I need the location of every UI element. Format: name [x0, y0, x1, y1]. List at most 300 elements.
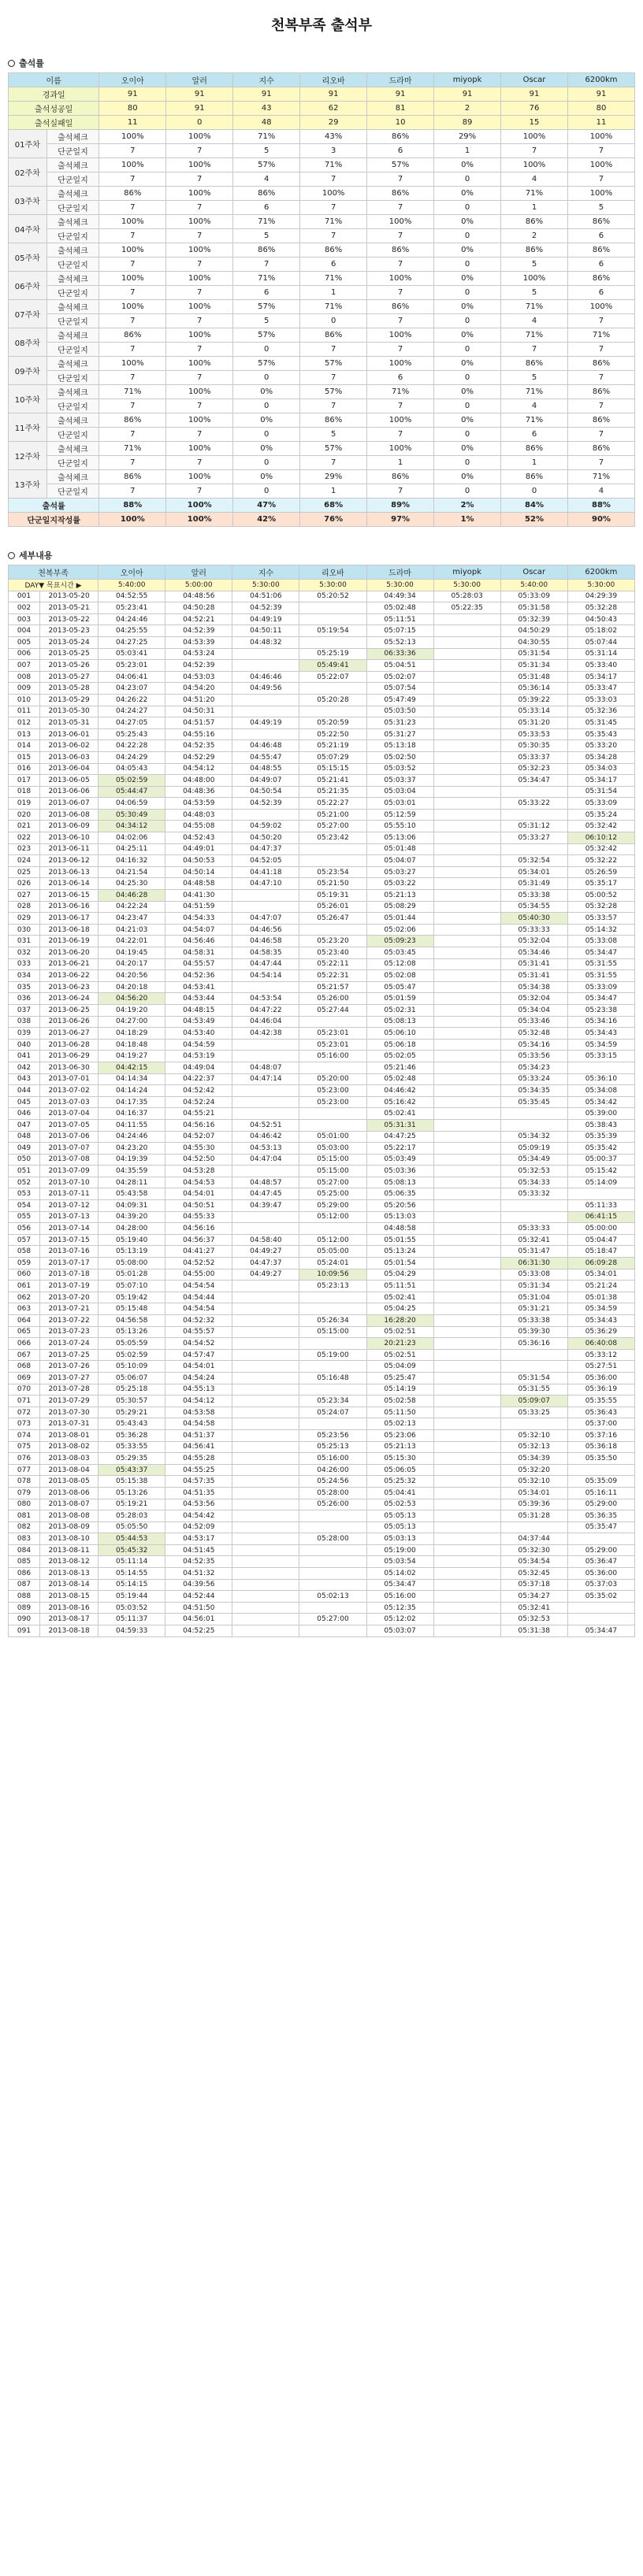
time-cell [433, 947, 500, 959]
journal-count: 7 [567, 172, 634, 187]
detail-row [9, 1476, 635, 1488]
time-cell: 04:48:57 [232, 1177, 299, 1188]
summary-value: 1% [434, 513, 501, 527]
time-cell: 04:50:11 [232, 625, 299, 637]
time-cell [567, 1602, 634, 1614]
check-label: 출석체크 [46, 300, 99, 314]
time-cell: 05:26:59 [567, 866, 634, 878]
time-cell [433, 1326, 500, 1338]
time-cell: 05:35:43 [567, 728, 634, 740]
date-cell: 2013-06-19 [40, 936, 98, 947]
time-cell [433, 1269, 500, 1281]
detail-row [9, 1487, 635, 1499]
week-label: 02주차 [9, 158, 47, 187]
detail-row [9, 1188, 635, 1200]
time-cell: 04:46:46 [232, 671, 299, 683]
time-cell: 04:55:33 [165, 1211, 232, 1223]
time-cell: 04:53:17 [165, 1533, 232, 1545]
time-cell: 04:51:35 [165, 1487, 232, 1499]
check-rate: 100% [166, 158, 233, 172]
journal-count: 7 [166, 343, 233, 357]
time-cell: 04:52:52 [165, 1258, 232, 1269]
journal-count: 6 [567, 258, 634, 272]
time-cell: 04:54:01 [165, 1361, 232, 1373]
time-cell: 04:47:45 [232, 1188, 299, 1200]
date-cell: 2013-06-21 [40, 958, 98, 970]
week-check-row [9, 442, 635, 456]
time-cell: 05:37:16 [567, 1429, 634, 1441]
time-cell: 05:19:00 [366, 1544, 433, 1556]
check-rate: 100% [501, 158, 568, 172]
date-cell: 2013-05-27 [40, 671, 98, 683]
time-cell: 05:33:56 [500, 1051, 567, 1062]
time-cell [299, 1568, 366, 1580]
time-cell [433, 993, 500, 1005]
check-rate: 86% [501, 470, 568, 484]
time-cell [232, 1085, 299, 1097]
time-cell [433, 1246, 500, 1258]
time-cell [433, 1591, 500, 1603]
journal-count: 7 [367, 399, 434, 413]
time-cell: 05:39:30 [500, 1326, 567, 1338]
detail-row [9, 1349, 635, 1361]
detail-row [9, 809, 635, 821]
time-cell [232, 1361, 299, 1373]
time-cell: 05:06:10 [366, 1028, 433, 1040]
time-cell: 05:19:42 [98, 1292, 165, 1303]
time-cell: 05:05:13 [366, 1510, 433, 1522]
time-cell: 05:36:35 [567, 1510, 634, 1522]
time-cell: 05:32:53 [500, 1614, 567, 1625]
check-rate: 100% [567, 158, 634, 172]
time-cell [433, 717, 500, 729]
time-cell [299, 1338, 366, 1350]
column-header: 리오바 [300, 73, 367, 87]
time-cell: 05:23:56 [299, 1429, 366, 1441]
time-cell: 04:56:01 [165, 1614, 232, 1625]
time-cell: 04:47:04 [232, 1154, 299, 1166]
time-cell: 04:49:27 [232, 1269, 299, 1281]
check-rate: 57% [233, 158, 300, 172]
check-rate: 0% [434, 272, 501, 286]
time-cell: 04:56:41 [165, 1441, 232, 1453]
time-cell: 04:55:16 [165, 728, 232, 740]
time-cell: 05:31:04 [500, 1292, 567, 1303]
time-cell: 05:32:39 [500, 613, 567, 625]
detail-row [9, 1004, 635, 1016]
column-header: 오이아 [99, 73, 166, 87]
check-rate: 86% [99, 187, 166, 201]
time-cell: 10:09:56 [299, 1269, 366, 1281]
time-cell [232, 1166, 299, 1177]
journal-count: 7 [300, 399, 367, 413]
check-rate: 100% [166, 470, 233, 484]
check-rate: 29% [300, 470, 367, 484]
attendance-rate-row [9, 499, 635, 513]
time-cell [232, 706, 299, 717]
column-header: miyopk [433, 565, 500, 580]
time-cell: 04:09:31 [98, 1200, 165, 1212]
day-number: 003 [9, 613, 40, 625]
date-cell: 2013-07-15 [40, 1234, 98, 1246]
time-cell: 04:53:19 [165, 1051, 232, 1062]
date-cell: 2013-05-20 [40, 591, 98, 602]
time-cell [232, 694, 299, 706]
journal-count: 7 [567, 314, 634, 328]
time-cell: 04:20:17 [98, 958, 165, 970]
time-cell: 05:35:02 [567, 1591, 634, 1603]
journal-count: 0 [434, 314, 501, 328]
time-cell: 04:39:47 [232, 1200, 299, 1212]
week-label: 09주차 [9, 357, 47, 385]
detail-row [9, 866, 635, 878]
check-rate: 71% [300, 272, 367, 286]
day-number: 082 [9, 1522, 40, 1533]
date-cell: 2013-08-03 [40, 1453, 98, 1465]
time-cell: 05:36:19 [567, 1384, 634, 1395]
journal-count: 7 [300, 371, 367, 385]
summary-value: 76% [300, 513, 367, 527]
check-rate: 86% [567, 413, 634, 428]
time-cell [433, 728, 500, 740]
time-cell: 05:36:00 [567, 1568, 634, 1580]
date-cell: 2013-06-22 [40, 970, 98, 982]
date-cell: 2013-08-06 [40, 1487, 98, 1499]
journal-count: 7 [99, 371, 166, 385]
time-cell: 04:52:39 [165, 625, 232, 637]
detail-row [9, 1568, 635, 1580]
time-cell: 05:32:10 [500, 1429, 567, 1441]
meta-value: 91 [233, 87, 300, 102]
target-time: 5:30:00 [433, 580, 500, 591]
time-cell: 05:39:22 [500, 694, 567, 706]
time-cell: 20:21:23 [366, 1338, 433, 1350]
summary-value: 100% [166, 499, 233, 513]
date-cell: 2013-06-26 [40, 1016, 98, 1028]
time-cell: 05:28:00 [299, 1533, 366, 1545]
time-cell: 05:32:10 [500, 1476, 567, 1488]
journal-count: 7 [166, 172, 233, 187]
time-cell [299, 1223, 366, 1235]
detail-row [9, 613, 635, 625]
time-cell: 05:03:37 [366, 775, 433, 787]
time-cell [433, 1556, 500, 1568]
time-cell: 05:32:13 [500, 1441, 567, 1453]
detail-row [9, 1384, 635, 1395]
detail-row [9, 843, 635, 855]
time-cell: 06:31:30 [500, 1258, 567, 1269]
time-cell: 04:26:00 [299, 1464, 366, 1476]
time-cell: 05:37:00 [567, 1418, 634, 1430]
detail-row [9, 1510, 635, 1522]
time-cell: 04:54:07 [165, 924, 232, 936]
time-cell: 05:00:52 [567, 890, 634, 902]
journal-label: 단군일지 [46, 229, 99, 243]
time-cell: 05:34:43 [567, 1028, 634, 1040]
time-cell: 05:05:13 [366, 1522, 433, 1533]
journal-count: 7 [300, 201, 367, 215]
time-cell [299, 1579, 366, 1591]
week-check-row [9, 300, 635, 314]
time-cell: 05:33:09 [567, 981, 634, 993]
detail-row [9, 1051, 635, 1062]
time-cell: 05:21:00 [299, 809, 366, 821]
date-cell: 2013-06-06 [40, 786, 98, 798]
week-journal-row [9, 343, 635, 357]
journal-count: 7 [367, 286, 434, 300]
check-rate: 100% [99, 243, 166, 258]
day-number: 053 [9, 1188, 40, 1200]
time-cell: 05:15:00 [299, 1166, 366, 1177]
date-cell: 2013-07-11 [40, 1188, 98, 1200]
time-cell: 04:55:13 [165, 1384, 232, 1395]
check-rate: 0% [434, 158, 501, 172]
date-cell: 2013-06-28 [40, 1039, 98, 1051]
date-cell: 2013-08-13 [40, 1568, 98, 1580]
meta-value: 11 [567, 116, 634, 130]
check-rate: 100% [567, 130, 634, 144]
check-label: 출석체크 [46, 187, 99, 201]
day-number: 086 [9, 1568, 40, 1580]
time-cell [232, 1464, 299, 1476]
journal-count: 7 [166, 286, 233, 300]
time-cell: 04:51:20 [165, 694, 232, 706]
time-cell: 05:33:32 [500, 1188, 567, 1200]
time-cell: 04:52:07 [165, 1131, 232, 1143]
time-cell: 05:08:29 [366, 901, 433, 913]
time-cell [433, 1407, 500, 1418]
journal-count: 0 [434, 201, 501, 215]
check-rate: 57% [233, 300, 300, 314]
time-cell: 05:13:26 [98, 1326, 165, 1338]
detail-row [9, 1269, 635, 1281]
time-cell: 04:53:49 [165, 1016, 232, 1028]
time-cell [232, 890, 299, 902]
time-cell: 04:54:54 [165, 1303, 232, 1315]
time-cell: 05:34:59 [567, 1303, 634, 1315]
time-cell [433, 1119, 500, 1131]
time-cell [299, 1625, 366, 1637]
check-rate: 100% [166, 215, 233, 229]
time-cell: 04:48:36 [165, 786, 232, 798]
time-cell: 04:14:34 [98, 1073, 165, 1085]
time-cell: 05:24:01 [299, 1258, 366, 1269]
time-cell: 05:09:07 [500, 1395, 567, 1407]
time-cell: 04:37:44 [500, 1533, 567, 1545]
check-rate: 100% [99, 130, 166, 144]
time-cell: 06:10:12 [567, 832, 634, 844]
detail-row [9, 1533, 635, 1545]
time-cell: 05:07:15 [366, 625, 433, 637]
day-number: 016 [9, 763, 40, 775]
time-cell: 05:35:39 [567, 1131, 634, 1143]
week-journal-row [9, 258, 635, 272]
time-cell: 05:04:25 [366, 1303, 433, 1315]
time-cell: 05:22:17 [366, 1143, 433, 1155]
time-cell: 04:21:54 [98, 866, 165, 878]
day-number: 077 [9, 1464, 40, 1476]
journal-count: 0 [434, 484, 501, 499]
journal-count: 5 [233, 229, 300, 243]
column-header: 드라마 [367, 73, 434, 87]
time-cell: 05:34:59 [567, 1039, 634, 1051]
journal-count: 7 [166, 314, 233, 328]
time-cell: 05:25:13 [299, 1441, 366, 1453]
time-cell: 04:56:46 [165, 936, 232, 947]
time-cell [433, 1453, 500, 1465]
time-cell: 05:26:47 [299, 913, 366, 925]
time-cell [232, 1395, 299, 1407]
time-cell: 05:11:51 [366, 613, 433, 625]
date-cell: 2013-08-10 [40, 1533, 98, 1545]
time-cell [299, 1384, 366, 1395]
time-cell: 04:47:14 [232, 1073, 299, 1085]
meta-row [9, 87, 635, 102]
time-cell: 05:20:52 [299, 591, 366, 602]
day-number: 088 [9, 1591, 40, 1603]
time-cell: 04:42:15 [98, 1062, 165, 1073]
time-cell: 05:29:00 [567, 1544, 634, 1556]
day-number: 068 [9, 1361, 40, 1373]
time-cell: 04:56:20 [98, 993, 165, 1005]
time-cell: 05:02:41 [366, 1292, 433, 1303]
day-number: 043 [9, 1073, 40, 1085]
time-cell [433, 1384, 500, 1395]
date-cell: 2013-07-06 [40, 1131, 98, 1143]
time-cell [232, 1211, 299, 1223]
day-number: 074 [9, 1429, 40, 1441]
time-cell: 04:48:58 [165, 878, 232, 890]
time-cell: 05:36:28 [98, 1429, 165, 1441]
detail-row [9, 832, 635, 844]
day-number: 004 [9, 625, 40, 637]
time-cell: 05:23:20 [299, 936, 366, 947]
day-number: 014 [9, 740, 40, 752]
time-cell: 05:16:00 [299, 1051, 366, 1062]
date-cell: 2013-06-20 [40, 947, 98, 959]
time-cell: 04:24:29 [98, 751, 165, 763]
time-cell: 05:31:55 [567, 958, 634, 970]
time-cell: 04:06:59 [98, 798, 165, 810]
check-rate: 86% [300, 413, 367, 428]
date-cell: 2013-08-08 [40, 1510, 98, 1522]
time-cell: 04:49:34 [366, 591, 433, 602]
time-cell: 05:06:05 [366, 1464, 433, 1476]
time-cell: 05:33:40 [567, 660, 634, 672]
journal-label: 단군일지 [46, 201, 99, 215]
detail-row [9, 1039, 635, 1051]
time-cell: 05:21:35 [299, 786, 366, 798]
date-cell: 2013-07-30 [40, 1407, 98, 1418]
time-cell: 04:54:12 [165, 763, 232, 775]
journal-count: 0 [434, 371, 501, 385]
time-cell: 05:01:44 [366, 913, 433, 925]
date-cell: 2013-07-16 [40, 1246, 98, 1258]
time-cell: 05:31:31 [366, 1119, 433, 1131]
time-cell: 04:52:35 [165, 740, 232, 752]
time-cell: 05:02:48 [366, 602, 433, 614]
date-cell: 2013-06-17 [40, 913, 98, 925]
time-cell [232, 809, 299, 821]
time-cell [433, 1487, 500, 1499]
meta-label: 출석성공일 [9, 102, 99, 116]
time-cell: 05:36:00 [567, 1372, 634, 1384]
time-cell [232, 660, 299, 672]
detail-row [9, 821, 635, 832]
time-cell: 04:34:12 [98, 821, 165, 832]
week-journal-row [9, 399, 635, 413]
meta-value: 91 [567, 87, 634, 102]
time-cell: 05:21:50 [299, 878, 366, 890]
week-check-row [9, 243, 635, 258]
column-header: 알러 [165, 565, 232, 580]
check-rate: 100% [166, 442, 233, 456]
time-cell: 04:41:30 [165, 890, 232, 902]
check-rate: 100% [166, 243, 233, 258]
time-cell [433, 706, 500, 717]
detail-row [9, 1614, 635, 1625]
meta-value: 91 [434, 87, 501, 102]
journal-count: 7 [367, 201, 434, 215]
time-cell [232, 728, 299, 740]
time-cell: 04:51:57 [165, 717, 232, 729]
time-cell: 04:59:33 [98, 1625, 165, 1637]
journal-count: 0 [434, 428, 501, 442]
section-detail-title: 세부내용 [8, 549, 635, 562]
detail-row [9, 1315, 635, 1327]
week-label: 04주차 [9, 215, 47, 243]
time-cell: 05:31:45 [567, 717, 634, 729]
date-cell: 2013-07-27 [40, 1372, 98, 1384]
time-cell: 05:29:00 [299, 1200, 366, 1212]
time-cell: 05:12:00 [299, 1211, 366, 1223]
time-cell: 05:01:38 [567, 1292, 634, 1303]
time-cell: 05:08:00 [98, 1258, 165, 1269]
detail-row [9, 1166, 635, 1177]
time-cell: 05:32:42 [567, 843, 634, 855]
time-cell: 05:33:12 [567, 1349, 634, 1361]
time-cell: 04:52:39 [232, 798, 299, 810]
day-number: 057 [9, 1234, 40, 1246]
meta-value: 81 [367, 102, 434, 116]
day-number: 031 [9, 936, 40, 947]
time-cell: 04:57:47 [165, 1349, 232, 1361]
time-cell: 04:27:25 [98, 636, 165, 648]
time-cell: 04:47:25 [366, 1131, 433, 1143]
meta-value: 91 [367, 87, 434, 102]
time-cell [232, 1544, 299, 1556]
day-number: 075 [9, 1441, 40, 1453]
time-cell [232, 1533, 299, 1545]
time-cell: 05:23:40 [299, 947, 366, 959]
time-cell: 05:12:08 [366, 958, 433, 970]
time-cell: 04:23:47 [98, 913, 165, 925]
time-cell [567, 1188, 634, 1200]
time-cell: 04:55:57 [165, 1326, 232, 1338]
time-cell: 05:31:49 [500, 878, 567, 890]
circle-bullet-icon [8, 60, 15, 67]
detail-row [9, 1464, 635, 1476]
day-number: 012 [9, 717, 40, 729]
time-cell: 05:13:26 [98, 1487, 165, 1499]
check-rate: 86% [233, 243, 300, 258]
time-cell [232, 1108, 299, 1120]
time-cell: 05:44:47 [98, 786, 165, 798]
time-cell: 04:54:14 [232, 970, 299, 982]
time-cell: 04:58:40 [232, 1234, 299, 1246]
check-rate: 100% [99, 357, 166, 371]
time-cell: 05:32:45 [500, 1568, 567, 1580]
